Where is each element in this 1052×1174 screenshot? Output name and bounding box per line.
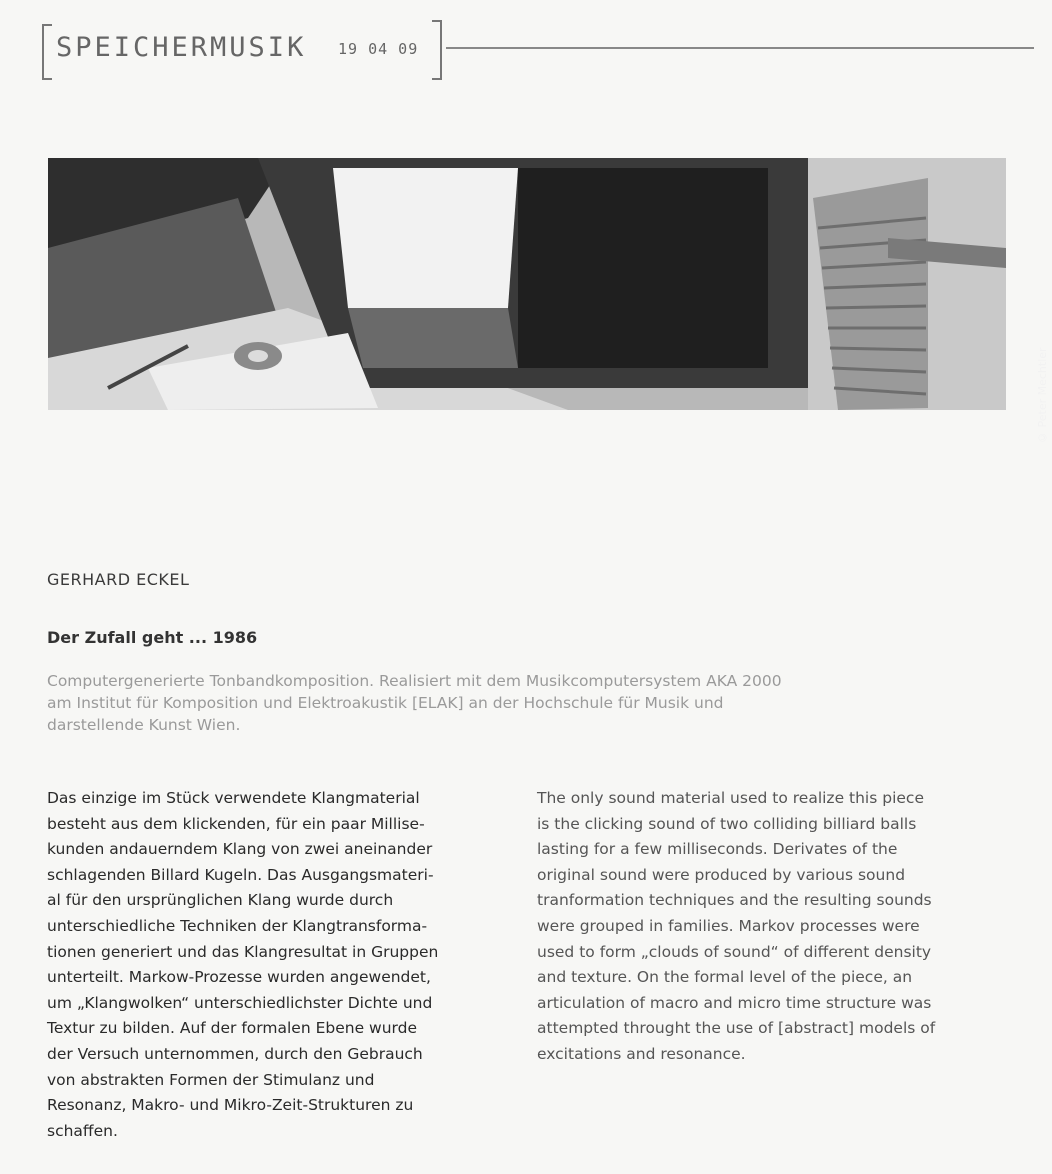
composer-name: GERHARD ECKEL [47,570,190,589]
text-line: original sound were produced by various sound [537,865,906,884]
text-line: and texture. On the formal level of the piece, an [537,968,913,987]
text-line: attempted throught the use of [abstract] models of [537,1019,936,1038]
text-line: der Versuch unternommen, durch den Gebrauch [47,1044,423,1063]
photo-credit: © Peter Mechtler [1036,347,1049,444]
text-german [47,786,517,1144]
text-line: al für den ursprünglichen Klang wurde durch [47,891,394,910]
text-line: schaffen. [47,1121,118,1140]
event-date: 19 04 09 [338,40,419,58]
work-description [47,670,977,736]
description-line: darstellende Kunst Wien. [47,716,241,734]
text-line: um „Klangwolken“ unterschiedlichster Dichte und [47,993,433,1012]
text-line: schlagenden Billard Kugeln. Das Ausgangsmateri- [47,865,434,884]
header-rule [446,47,1034,49]
series-title: SPEICHERMUSIK [56,32,307,63]
photo-illustration [48,158,1006,410]
text-line: excitations and resonance. [537,1044,746,1063]
bracket-left [42,24,52,80]
text-line: is the clicking sound of two colliding billiard balls [537,814,917,833]
text-line: besteht aus dem klickenden, für ein paar Millise- [47,814,425,833]
text-line: The only sound material used to realize this piece [537,789,924,807]
text-line: Resonanz, Makro- und Mikro-Zeit-Strukturen zu [47,1096,414,1115]
text-line: unterschiedliche Techniken der Klangtransforma- [47,916,428,935]
text-line: Textur zu bilden. Auf der formalen Ebene wurde [47,1019,418,1038]
work-title: Der Zufall geht ... 1986 [47,628,258,647]
text-line: articulation of macro and micro time structure was [537,993,932,1012]
description-line: am Institut für Komposition und Elektroakustik [ELAK] an der Hochschule für Musik und [47,694,724,712]
text-line: tranformation techniques and the resulting sounds [537,891,932,910]
text-line: Das einzige im Stück verwendete Klangmaterial [47,789,420,807]
text-line: were grouped in families. Markov processes were [537,916,920,935]
text-line: used to form „clouds of sound“ of different density [537,942,932,961]
text-line: kunden andauerndem Klang von zwei aneinander [47,840,433,859]
text-line: unterteilt. Markow-Prozesse wurden angewendet, [47,968,431,987]
description-line: Computergenerierte Tonbandkomposition. Realisiert mit dem Musikcomputersystem AKA 2000 [47,672,782,690]
text-line: tionen generiert und das Klangresultat in Gruppen [47,942,439,961]
text-line: lasting for a few milliseconds. Derivates of the [537,840,898,859]
photo-vintage-computer [48,158,1049,444]
page-header [30,18,1034,78]
bracket-right [432,20,442,80]
text-english [537,786,1007,1068]
text-line: von abstrakten Formen der Stimulanz und [47,1070,375,1089]
